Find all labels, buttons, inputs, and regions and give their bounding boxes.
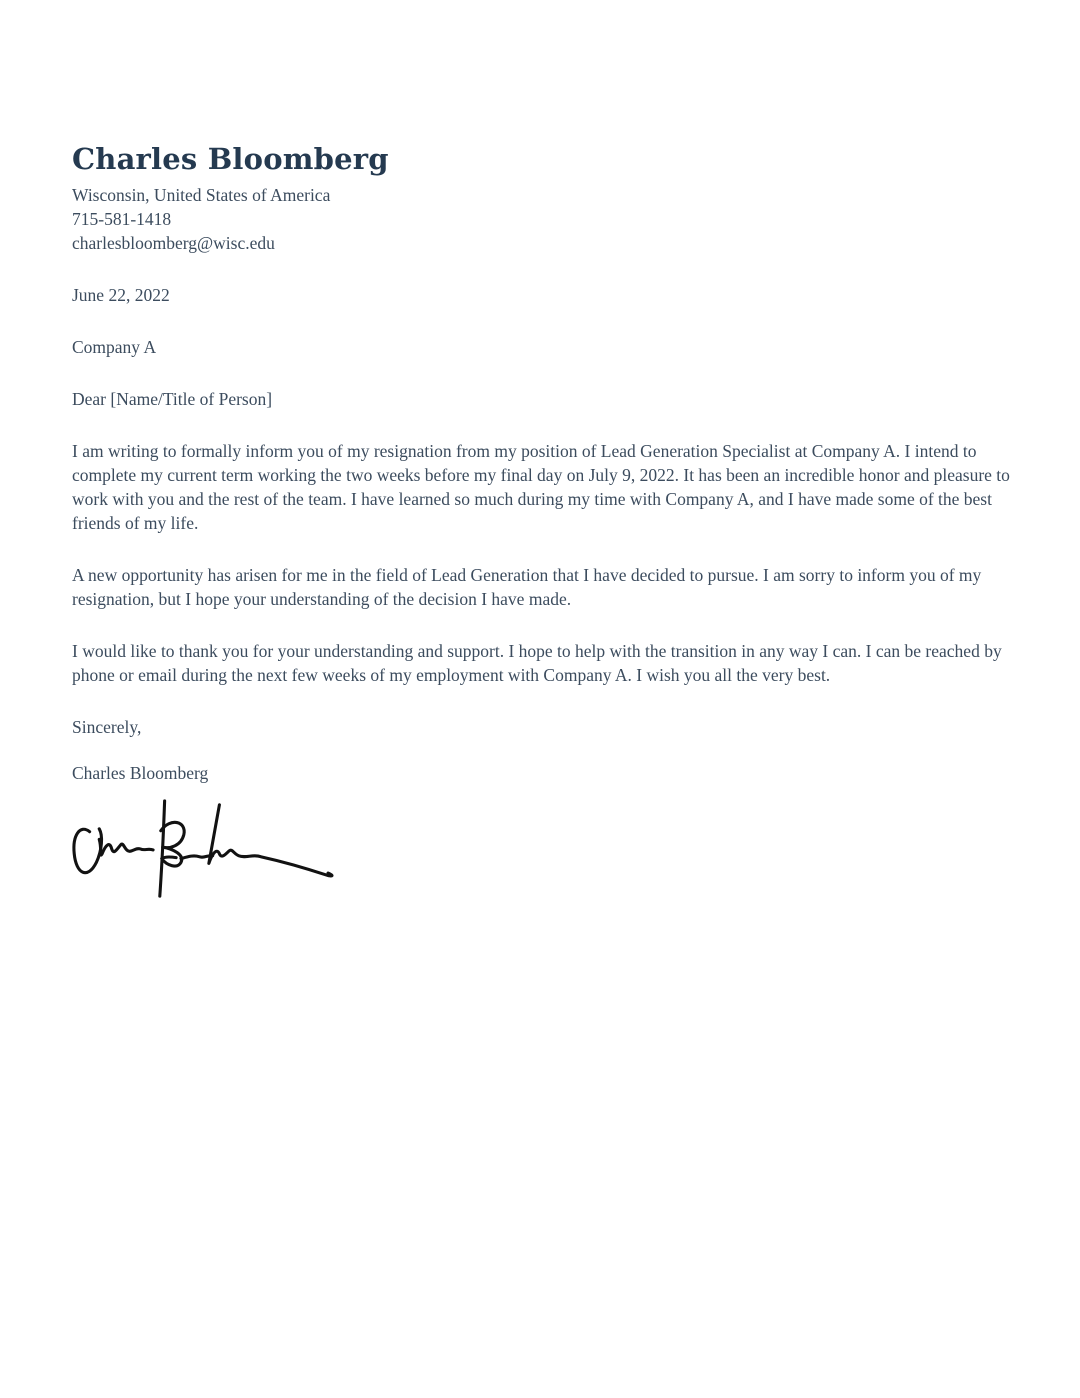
letter-date: June 22, 2022: [72, 285, 170, 305]
letter-content: [72, 141, 1012, 899]
sender-email: charlesbloomberg@wisc.edu: [72, 233, 275, 253]
body-paragraph-2: A new opportunity has arisen for me in the field of Lead Generation that I have decided to pursue. I am sorry to inform you of my resignation, but I hope your understanding of the decision I have made.: [72, 565, 982, 609]
sender-name: Charles Bloomberg: [72, 142, 389, 176]
salutation: Dear [Name/Title of Person]: [72, 389, 273, 409]
recipient-name: Company A: [72, 337, 157, 357]
body-paragraph-1: I am writing to formally inform you of my resignation from my position of Lead Generation Specialist at Company A. I intend to complete my current term working the two weeks before my final day on July 9, 2022. It has been an incredible honor and pleasure to work with you and the rest of the team. I have learned so much during my time with Company A, and I have made some of the best friends of my life.: [72, 441, 1010, 533]
signature-printed-name: Charles Bloomberg: [72, 763, 209, 783]
handwritten-signature-icon: [70, 799, 340, 899]
body-paragraph-3: I would like to thank you for your understanding and support. I hope to help with the transition in any way I can. I can be reached by phone or email during the next few weeks of my employment with Company A. I wish you all the very best.: [72, 641, 1002, 685]
closing-phrase: Sincerely,: [72, 717, 142, 737]
sender-phone: 715-581-1418: [72, 209, 172, 229]
sender-location: Wisconsin, United States of America: [72, 185, 331, 205]
